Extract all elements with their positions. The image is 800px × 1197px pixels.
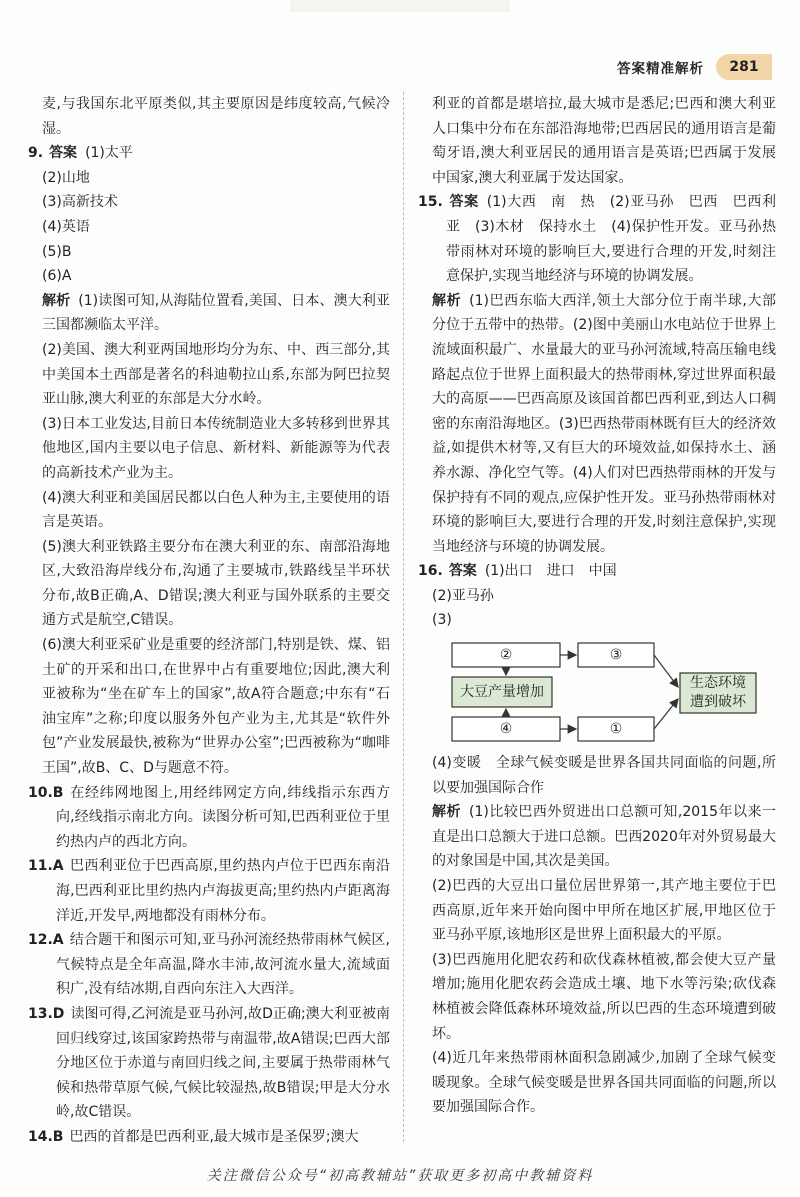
paragraph-text: 读图可得,乙河流是亚马孙河,故D正确;澳大利亚被南回归线穿过,该国家跨热带与南温带,故A错误;巴西大部分地区位于赤道与南回归线之间,主要属于热带雨林气候和热带草原气候,气候比较湿热,故B错误;甲是大分水岭,故C错误。 [56,1005,390,1121]
diagram-box-2: ② [499,646,513,663]
left-paragraph [28,486,390,535]
right2-paragraph [418,751,776,800]
paragraph-text: (4)英语 [42,218,90,235]
left-paragraph [28,781,390,855]
paragraph-text: (2)山地 [42,169,90,186]
right-paragraph [418,92,776,190]
left-paragraph [28,1002,390,1125]
left-paragraph [28,215,390,240]
question-number: 13.D [28,1005,65,1022]
paragraph-text: (3)日本工业发达,目前日本传统制造业大多转移到世界其他地区,国内主要以电子信息、新材料、新能源等为代表的高新技术产业为主。 [42,415,390,481]
right2-paragraph [418,874,776,948]
paragraph-text: (4)变暖 全球气候变暖是世界各国共同面临的问题,所以要加强国际合作 [432,755,776,796]
paragraph-text: (3)巴西施用化肥农药和砍伐森林植被,都会使大豆产量增加;施用化肥农药会造成土壤、地下水等污染;砍伐森林植被会降低森林环境效益,所以巴西的生态环境遭到破坏。 [432,951,776,1042]
paragraph-text: 利亚的首都是堪培拉,最大城市是悉尼;巴西和澳大利亚人口集中分布在东部沿海地带;巴西居民的通用语言是葡萄牙语,澳大利亚居民的通用语言是英语;巴西属于发展中国家,澳大利亚属于发达国家。 [432,96,776,186]
diagram-box-4: ④ [499,720,513,737]
left-paragraph [28,141,390,166]
left-paragraph [28,535,390,633]
paragraph-text: (5)澳大利亚铁路主要分布在澳大利亚的东、南部沿海地区,大致沿海岸线分布,沟通了主要城市,铁路线呈半环状分布,故B正确,A、D错误;澳大利亚与国外联系的主要交通方式是航空,C错误。 [42,538,390,629]
paragraph-text: (5)B [42,243,72,260]
question-number: 14.B [28,1128,64,1145]
paragraph-text: (2)亚马孙 [432,587,494,604]
left-paragraph [28,240,390,265]
left-paragraph [28,166,390,191]
right-column [418,92,776,1120]
question-number: 11.A [28,858,64,875]
paragraph-text: (1)出口 进口 中国 [484,563,617,580]
left-paragraph [28,190,390,215]
paragraph-text: (4)近几年来热带雨林面积急剧减少,加剧了全球气候变暖现象。全球气候变暖是世界各国共同面临的问题,所以要加强国际合作。 [432,1050,776,1116]
paragraph-text: 麦,与我国东北平原类似,其主要原因是纬度较高,气候冷湿。 [42,96,390,137]
paragraph-text: (3)高新技术 [42,194,118,211]
left-column [28,92,390,1150]
question-number: 10.B [28,784,64,801]
paragraph-text: (1)太平 [85,145,133,162]
paragraph-text: (2)美国、澳大利亚两国地形均分为东、中、西三部分,其中美国本土西部是著名的科迪勒拉山系,东部为阿巴拉契亚山脉,澳大利亚的东部是大分水岭。 [42,341,390,408]
question-number: 16. [418,563,443,580]
flow-diagram [418,637,776,747]
page-number: 281 [716,54,772,80]
paragraph-text: (1)比较巴西外贸进出口总额可知,2015年以来一直是出口总额大于进口总额。巴西2020年对外贸易最大的对象国是中国,其次是美国。 [432,804,776,870]
left-paragraph [28,854,390,928]
diagram-box-1: ① [609,720,623,737]
paragraph-text: (4)澳大利亚和美国居民都以白色人种为主,主要使用的语言是英语。 [42,489,390,531]
header-title: 答案精准解析 [617,61,704,77]
scan-artifact [290,0,510,12]
paragraph-text: 巴西利亚位于巴西高原,里约热内卢位于巴西东南沿海,巴西利亚比里约热内卢海拔更高;里约热内卢距离海洋近,开发早,两地都没有雨林分布。 [56,858,390,924]
left-paragraph [28,928,390,1002]
right2-paragraph [418,800,776,874]
footer-note: 关注微信公众号“初高教辅站”获取更多初高中教辅资料 [206,1168,594,1184]
left-paragraph [28,338,390,412]
paragraph-text: (1)巴西东临大西洋,领土大部分位于南半球,大部分位于五带中的热带。(2)图中美丽山水电站位于世界上流域面积最广、水量最大的亚马孙河流域,特高压输电线路起点位于世界上面积最大的热带雨林,穿过世界面积最大的高原——巴西高原及该国首都巴西利亚,到达人口稠密的东南沿海地区。(3)巴西热带雨林既有巨大的经济效益,如提供木材等,又有巨大的环境效益,如保持水土、涵养水源、净化空气等。(4)人们对巴西热带雨林的开发与保护持有不同的观点,应保护性开发。亚马孙热带雨林对环境的影响巨大,要进行合理的开发,时刻注意保护,实现当地经济与环境的协调发展。 [432,292,776,555]
question-number: 12.A [28,932,64,949]
paragraph-text: (6)A [42,268,72,285]
paragraph-text: 巴西的首都是巴西利亚,最大城市是圣保罗;澳大 [69,1128,359,1145]
right-paragraph [418,289,776,560]
answer-label: 解析 [432,292,462,309]
diagram-box-3: ③ [609,646,623,663]
diagram-box-eco: 生态环境遭到破坏 [690,675,746,711]
right2-paragraph [418,948,776,1046]
paragraph-text: (6)澳大利亚采矿业是重要的经济部门,特别是铁、煤、铝土矿的开采和出口,在世界中占有重要地位;因此,澳大利亚被称为“坐在矿车上的国家”,故A符合题意;中东有“石油宝库”之称;印度以服务外包产业为主,尤其是“软件外包”产业发展最快,被称为“世界办公室”;巴西被称为“咖啡王国”,故B、C、D与题意不符。 [42,637,390,777]
right-paragraph [418,190,776,288]
right-paragraph [418,559,776,584]
left-paragraph [28,412,390,486]
left-paragraph [28,633,390,781]
right2-paragraph [418,1046,776,1120]
page-header [617,52,772,82]
left-paragraph [28,1125,390,1150]
left-paragraph [28,92,390,141]
paragraph-text: (3) [432,612,452,629]
left-paragraph [28,264,390,289]
right-paragraph [418,584,776,609]
left-paragraph [28,289,390,338]
paragraph-text: (1)大西 南 热 (2)亚马孙 巴西 巴西利亚 (3)木材 保持水土 (4)保护性开发。亚马孙热带雨林对环境的影响巨大,要进行合理的开发,时刻注意保护,实现当地经济与环境的协调发展。 [446,194,776,285]
question-number: 9. [28,145,44,162]
diagram-box-soybean: 大豆产量增加 [460,683,544,700]
answer-label: 答案 [49,145,78,162]
paragraph-text: (2)巴西的大豆出口量位居世界第一,其产地主要位于巴西高原,近年来开始向图中甲所在地区扩展,甲地区位于亚马孙平原,该地形区是世界上面积最大的平原。 [432,878,776,944]
paragraph-text: (1)读图可知,从海陆位置看,美国、日本、澳大利亚三国都濒临太平洋。 [42,292,391,334]
paragraph-text: 结合题干和图示可知,亚马孙河流经热带雨林气候区,气候特点是全年高温,降水丰沛,故河流水量大,流域面积广,没有结冰期,自西向东注入大西洋。 [56,932,390,998]
right-paragraph [418,608,776,633]
answer-label: 答案 [448,194,479,211]
answer-label: 解析 [42,292,71,309]
column-divider [403,92,404,1142]
paragraph-text: 在经纬网地图上,用经纬网定方向,纬线指示东西方向,经线指示南北方向。读图分析可知,巴西利亚位于里约热内卢的西北方向。 [56,784,390,850]
question-number: 15. [418,194,443,211]
answer-label: 解析 [432,804,462,821]
answer-label: 答案 [448,563,477,580]
